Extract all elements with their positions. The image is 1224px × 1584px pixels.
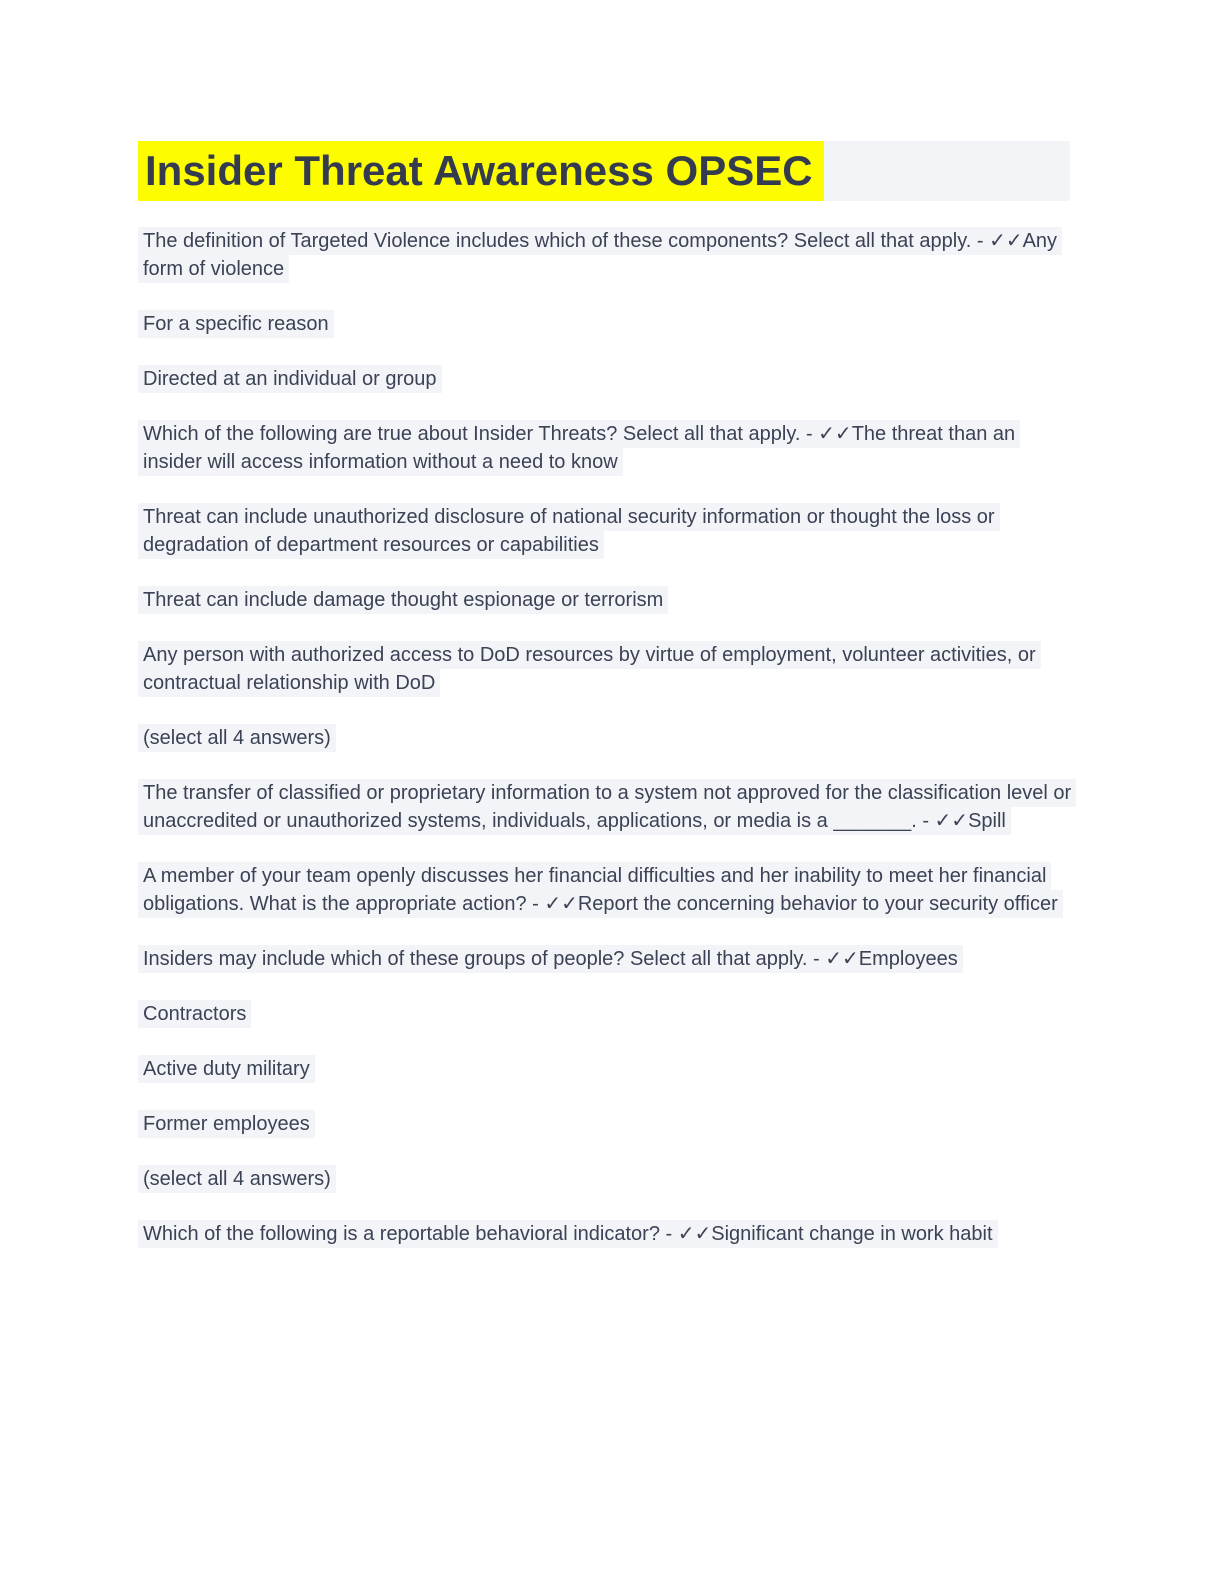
highlighted-text: The definition of Targeted Violence includes which of these components? Select all that apply. - ✓✓Any form of violence [138,227,1062,283]
qa-paragraph [138,1055,1076,1083]
highlighted-text: A member of your team openly discusses her financial difficulties and her inability to meet her financial obligations. What is the appropriate action? - ✓✓Report the concerning behavior to your security officer [138,862,1063,918]
highlighted-text: Any person with authorized access to DoD resources by virtue of employment, volunteer activities, or contractual relationship with DoD [138,641,1041,697]
highlighted-text: Insiders may include which of these groups of people? Select all that apply. - ✓✓Employees [138,945,963,973]
highlighted-text: Former employees [138,1110,315,1138]
qa-paragraph [138,365,1076,393]
qa-paragraph [138,310,1076,338]
qa-paragraph [138,862,1076,918]
highlighted-text: Active duty military [138,1055,315,1083]
qa-paragraph [138,1220,1076,1248]
highlighted-text: (select all 4 answers) [138,724,336,752]
qa-paragraph [138,503,1076,559]
highlighted-text: Which of the following are true about Insider Threats? Select all that apply. - ✓✓The threat than an insider will access information without a need to know [138,420,1020,476]
qa-paragraph [138,945,1076,973]
qa-paragraph [138,779,1076,835]
highlighted-text: (select all 4 answers) [138,1165,336,1193]
highlighted-text: Directed at an individual or group [138,365,442,393]
title-highlighted-text: Insider Threat Awareness OPSEC [138,141,824,201]
qa-paragraph [138,227,1076,283]
page-title [138,141,1070,201]
highlighted-text: Contractors [138,1000,251,1028]
highlighted-text: The transfer of classified or proprietary information to a system not approved for the classification level or unaccredited or unauthorized systems, individuals, applications, or media is a _______. - ✓✓Spill [138,779,1076,835]
qa-paragraph [138,420,1076,476]
highlighted-text: Which of the following is a reportable behavioral indicator? - ✓✓Significant change in work habit [138,1220,998,1248]
qa-paragraph [138,641,1076,697]
qa-paragraph [138,1000,1076,1028]
highlighted-text: For a specific reason [138,310,334,338]
highlighted-text: Threat can include damage thought espionage or terrorism [138,586,668,614]
qa-paragraph [138,1110,1076,1138]
qa-paragraph [138,724,1076,752]
qa-paragraph [138,586,1076,614]
qa-paragraph [138,1165,1076,1193]
highlighted-text: Threat can include unauthorized disclosure of national security information or thought the loss or degradation of department resources or capabilities [138,503,1000,559]
